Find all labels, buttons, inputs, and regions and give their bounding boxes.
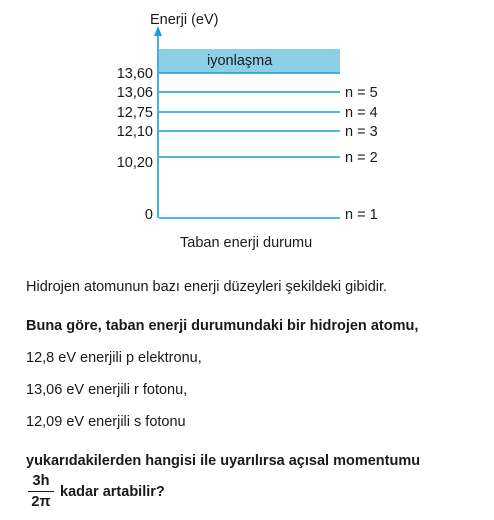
level-n4: [117, 105, 378, 121]
level-energy: 12,75: [116, 105, 153, 121]
level-label: n = 3: [345, 124, 378, 140]
fraction-3h-over-2pi: [26, 472, 56, 511]
level-energy: 13,06: [116, 85, 153, 101]
question-final-line: yukarıdakilerden hangisi ile uyarılırsa açısal momentumu: [26, 453, 421, 469]
level-n1: [145, 207, 378, 223]
ionization-energy: 13,60: [116, 66, 153, 82]
level-label: n = 4: [345, 105, 378, 121]
option-s: 12,09 eV enerjili s fotonu: [26, 414, 186, 430]
fraction-bar: [28, 491, 54, 492]
fraction-denominator: 2π: [31, 494, 51, 511]
level-n2: [117, 150, 378, 171]
fraction-numerator: 3h: [32, 473, 50, 489]
level-label: n = 5: [345, 85, 378, 101]
ionization-label: iyonlaşma: [207, 53, 273, 69]
question-intro: Hidrojen atomunun bazı enerji düzeyleri şekildeki gibidir.: [26, 279, 388, 295]
level-energy: 12,10: [116, 124, 153, 140]
level-label: n = 1: [345, 207, 378, 223]
option-r: 13,06 eV enerjili r fotonu,: [26, 382, 188, 398]
level-energy: 0: [144, 207, 153, 223]
axis-label: Enerji (eV): [150, 12, 219, 28]
level-energy: 10,20: [116, 155, 153, 171]
option-p: 12,8 eV enerjili p elektronu,: [26, 350, 202, 366]
ground-state-caption: Taban enerji durumu: [180, 235, 313, 251]
level-label: n = 2: [345, 150, 378, 166]
question-tail: kadar artabilir?: [60, 484, 165, 500]
level-n5: [117, 85, 378, 101]
level-n3: [117, 124, 378, 140]
question-stem: Buna göre, taban enerji durumundaki bir hidrojen atomu,: [26, 318, 419, 334]
